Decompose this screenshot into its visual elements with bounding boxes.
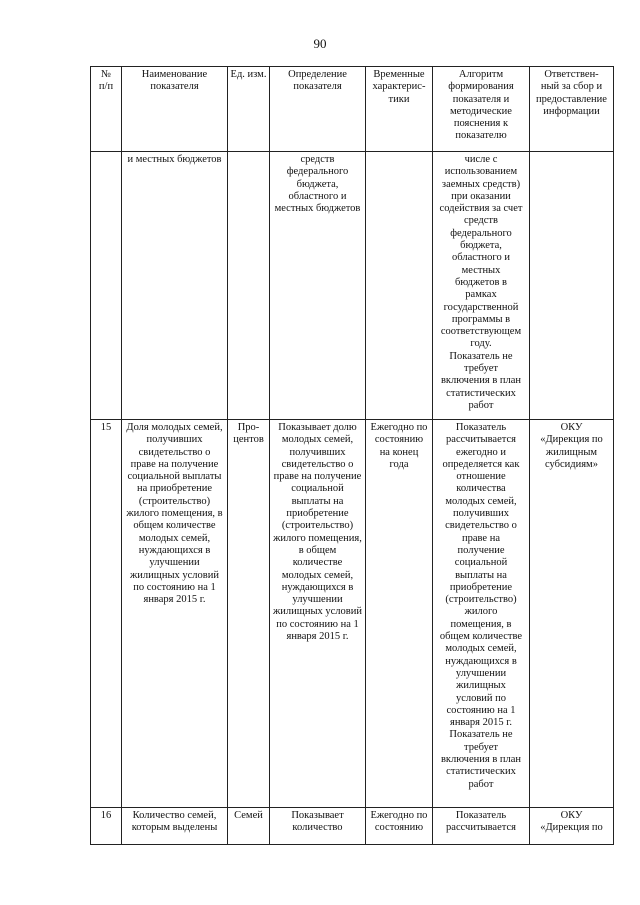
cell-number	[91, 152, 122, 420]
cell-responsible: ОКУ «Дирекция по	[530, 808, 614, 845]
cell-unit	[228, 152, 270, 420]
indicators-table	[90, 66, 614, 845]
cell-algorithm: Показатель рассчитывается ежегодно и определяется как отношение количества молодых семей, получивших свидетельство о праве на получение социальной выплаты на приобретение (строительство) жилого помещения, в общем количестве молодых семей, нуждающихся в улучшении жилищных условий по состоянию на 1 января 2015 г. Показатель не требует включения в план статистических работ	[433, 420, 530, 808]
cell-indicator-name: Доля молодых семей, получивших свидетельство о праве на получение социальной выплаты на приобретение (строительство) жилого помещения, в общем количестве молодых семей, нуждающихся в улучшении жилищных условий по состоянию на 1 января 2015 г.	[122, 420, 228, 808]
cell-indicator-name: Количество семей, которым выделены	[122, 808, 228, 845]
cell-algorithm: числе с использованием заемных средств) при оказании содействия за счет средств федерального бюджета, областного и местных бюджетов в рамках государственной программы в соответствующем году. Показатель не требует включения в план статистических работ	[433, 152, 530, 420]
cell-definition: Показывает количество	[270, 808, 366, 845]
cell-definition: средств федерального бюджета, областного и местных бюджетов	[270, 152, 366, 420]
table-row	[91, 420, 614, 808]
cell-responsible: ОКУ «Дирекция по жилищным субсидиям»	[530, 420, 614, 808]
cell-definition: Показывает долю молодых семей, получивших свидетельство о праве на получение социальной выплаты на приобретение (строительство) жилого помещения, в общем количестве молодых семей, нуждающихся в улучшении жилищных условий по состоянию на 1 января 2015 г.	[270, 420, 366, 808]
header-unit: Ед. изм.	[228, 67, 270, 152]
cell-responsible	[530, 152, 614, 420]
cell-algorithm: Показатель рассчитывается	[433, 808, 530, 845]
cell-number: 15	[91, 420, 122, 808]
header-definition: Определение показателя	[270, 67, 366, 152]
page-number: 90	[313, 36, 327, 51]
table-row	[91, 808, 614, 845]
cell-time-characteristics: Ежегодно по состоянию	[366, 808, 433, 845]
cell-time-characteristics: Ежегодно по состоянию на конец года	[366, 420, 433, 808]
cell-indicator-name: и местных бюджетов	[122, 152, 228, 420]
cell-unit: Семей	[228, 808, 270, 845]
header-indicator-name: Наименование показателя	[122, 67, 228, 152]
table-header-row	[91, 67, 614, 152]
table-row	[91, 152, 614, 420]
header-responsible: Ответствен- ный за сбор и предоставление информации	[530, 67, 614, 152]
cell-time-characteristics	[366, 152, 433, 420]
header-number: № п/п	[91, 67, 122, 152]
cell-unit: Про- центов	[228, 420, 270, 808]
header-time-characteristics: Временные характерис- тики	[366, 67, 433, 152]
header-algorithm: Алгоритм формирования показателя и методические пояснения к показателю	[433, 67, 530, 152]
cell-number: 16	[91, 808, 122, 845]
